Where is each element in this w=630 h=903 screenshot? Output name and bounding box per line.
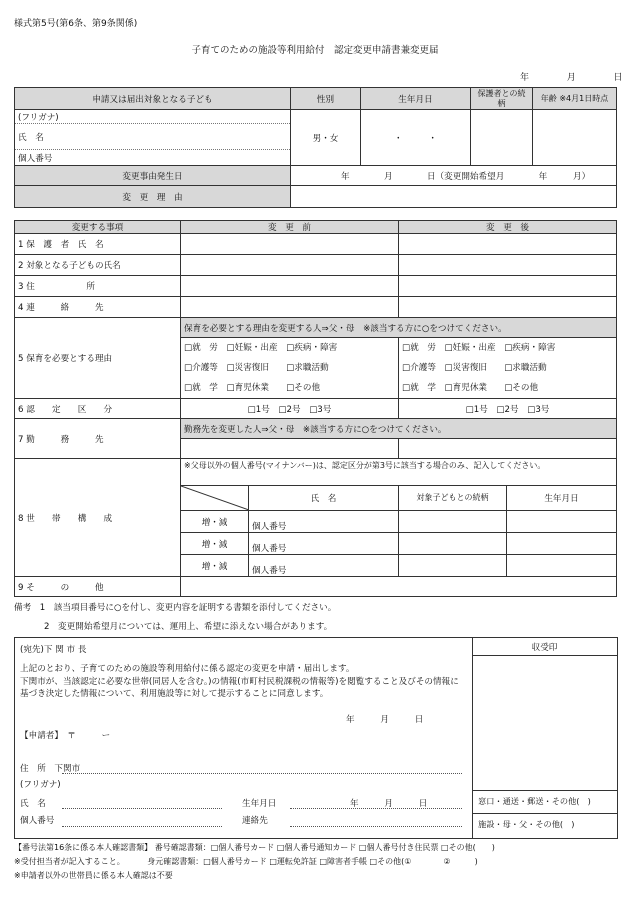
contact-line [290,826,462,827]
row-other: 9 そ の 他 [15,577,181,597]
address-after[interactable] [399,276,617,297]
applicant-birth: 生年月日 [242,799,277,809]
head-before: 変 更 前 [181,221,399,234]
row-workplace: 7 勤 務 先 [15,419,181,459]
cert-before[interactable]: □1号 □2号 □3号 [181,399,399,419]
cert-after[interactable]: □1号 □2号 □3号 [399,399,617,419]
hh-incdec-2[interactable]: 増・減 [181,533,249,555]
row-care-reason: 5 保育を必要とする理由 [15,318,181,399]
change-table [14,220,617,597]
household-diagonal [181,486,249,511]
name-line [62,808,222,809]
relation-value[interactable] [471,110,533,166]
stamp-divider [472,637,473,838]
note-2: 2 変更開始希望月については、運用上、希望に添えない場合があります。 [44,622,333,632]
reason-options-2[interactable]: □介護等 □災害復旧 □求職活動 [184,363,329,373]
household-note: ※父母以外の個人番号(マイナンバー)は、認定区分が第3号に該当する場合のみ、記入してください。 [181,459,617,486]
head-after: 変 更 後 [399,221,617,234]
birth-value[interactable]: ・ ・ [361,110,471,166]
birth-line [290,808,462,809]
hh-relation-3[interactable] [399,555,507,577]
head-birth: 生年月日 [361,88,471,110]
stamp-line-1 [472,790,617,791]
head-age: 年齢 ※4月1日時点 [533,88,617,110]
applicant-address[interactable]: 住 所 下関市 [20,764,81,774]
hh-name-head: 氏 名 [249,486,399,511]
hh-birth-head: 生年月日 [507,486,617,511]
gender-value[interactable]: 男・女 [291,110,361,166]
hh-id-1[interactable]: 個人番号 [249,511,399,533]
reason-options-after-1[interactable]: □就 労 □妊娠・出産 □疾病・障害 [402,343,556,353]
change-date-label: 変更事由発生日 [15,166,291,186]
care-reason-before[interactable] [181,338,399,399]
date-year: 年 [520,73,530,83]
hh-birth-3[interactable] [507,555,617,577]
footer-line-1: 【番号法第16条に係る本人確認書類】 番号確認書類：□個人番号カード □個人番号通知カード □個人番号付き住民票 □その他( ) [14,843,495,852]
reason-options-after-2[interactable]: □介護等 □災害復旧 □求職活動 [402,363,547,373]
hh-relation-2[interactable] [399,533,507,555]
reason-options-1[interactable]: □就 労 □妊娠・出産 □疾病・障害 [184,343,338,353]
change-reason-label: 変 更 理 由 [15,186,291,208]
hh-relation-1[interactable] [399,511,507,533]
id-line [62,826,222,827]
hh-id-2[interactable]: 個人番号 [249,533,399,555]
other-value[interactable] [181,577,617,597]
stamp-label: 収受印 [531,643,558,653]
contact-after[interactable] [399,297,617,318]
change-date-value[interactable]: 年 月 日（変更開始希望月 年 月） [291,166,617,186]
hh-id-3[interactable]: 個人番号 [249,555,399,577]
change-reason-value[interactable] [291,186,617,208]
hh-birth-1[interactable] [507,511,617,533]
contact-before[interactable] [181,297,399,318]
care-reason-note: 保育を必要とする理由を変更する人⇒父・母 ※該当する方に○をつけてください。 [181,318,617,338]
workplace-after[interactable] [399,439,617,459]
reason-options-3[interactable]: □就 学 □育児休業 □その他 [184,383,321,393]
age-value[interactable] [533,110,617,166]
declaration-1: 上記のとおり、子育てのための施設等利用給付に係る認定の変更を申請・届出します。 [20,664,355,674]
date-month: 月 [566,73,576,83]
window-option[interactable]: 窓口・通送・郵送・その他( ) [478,796,591,806]
row-guardian-name: 1 保 護 者 氏 名 [15,234,181,255]
workplace-before[interactable] [181,439,399,459]
child-id-label[interactable]: 個人番号 [15,150,291,166]
row-household: 8 世 帯 構 成 [15,459,181,577]
row-address: 3 住 所 [15,276,181,297]
furigana-label: (フリガナ) [15,110,291,124]
guardian-after[interactable] [399,234,617,255]
applicant-birth-date[interactable]: 年 月 日 [350,799,428,809]
date-day: 日 [613,73,623,83]
note-1: 備考 1 該当項目番号に○を付し、変更内容を証明する書類を添付してください。 [14,603,337,613]
address-before[interactable] [181,276,399,297]
stamp-head-line [472,655,617,656]
applicant-label[interactable]: 【申請者】 〒 ー [20,731,111,741]
stamp-line-2 [472,813,617,814]
applicant-date[interactable]: 年 月 日 [346,715,424,725]
addressee: (宛先)下 関 市 長 [20,645,87,655]
applicant-id[interactable]: 個人番号 [20,816,55,826]
row-cert-category: 6 認 定 区 分 [15,399,181,419]
care-reason-after[interactable] [399,338,617,399]
hh-relation-head: 対象子どもとの続柄 [399,486,507,511]
row-child-name: 2 対象となる子どもの氏名 [15,255,181,276]
child-after[interactable] [399,255,617,276]
footer-line-3: ※申請者以外の世帯員に係る本人確認は不要 [14,871,173,880]
applicant-furigana[interactable]: (フリガナ) [20,780,61,790]
head-gender: 性別 [291,88,361,110]
declaration-2: 下関市が、当該認定に必要な世帯(同居人を含む。)の情報(市町村民税課税の情報等)を閲覧すること及びその情報に基づき決定した情報について、利用施設等に対して提示することに同意します。 [20,677,459,699]
child-before[interactable] [181,255,399,276]
document-title: 子育てのための施設等利用給付 認定変更申請書兼変更届 [191,45,439,56]
child-name-label[interactable]: 氏 名 [15,124,291,150]
head-relation: 保護者との続柄 [471,88,533,110]
hh-birth-2[interactable] [507,533,617,555]
reason-options-after-3[interactable]: □就 学 □育児休業 □その他 [402,383,539,393]
top-date [520,70,623,83]
hh-incdec-1[interactable]: 増・減 [181,511,249,533]
head-child: 申請又は届出対象となる子ども [15,88,291,110]
address-line [62,773,462,774]
applicant-contact[interactable]: 連絡先 [242,816,268,826]
row-contact: 4 連 絡 先 [15,297,181,318]
applicant-name[interactable]: 氏 名 [20,799,46,809]
facility-option[interactable]: 施設・母・父・その他( ) [478,819,575,829]
footer-line-2: ※受付担当者が記入すること。 身元確認書類：□個人番号カード □運転免許証 □障害者手帳 □その他(① ② ) [14,857,478,866]
form-number: 様式第5号(第6条、第9条関係) [14,19,138,29]
guardian-before[interactable] [181,234,399,255]
hh-incdec-3[interactable]: 増・減 [181,555,249,577]
workplace-note: 勤務先を変更した人⇒父・母 ※該当する方に○をつけてください。 [181,419,617,439]
label-spacer [14,167,164,210]
head-item: 変更する事項 [15,221,181,234]
